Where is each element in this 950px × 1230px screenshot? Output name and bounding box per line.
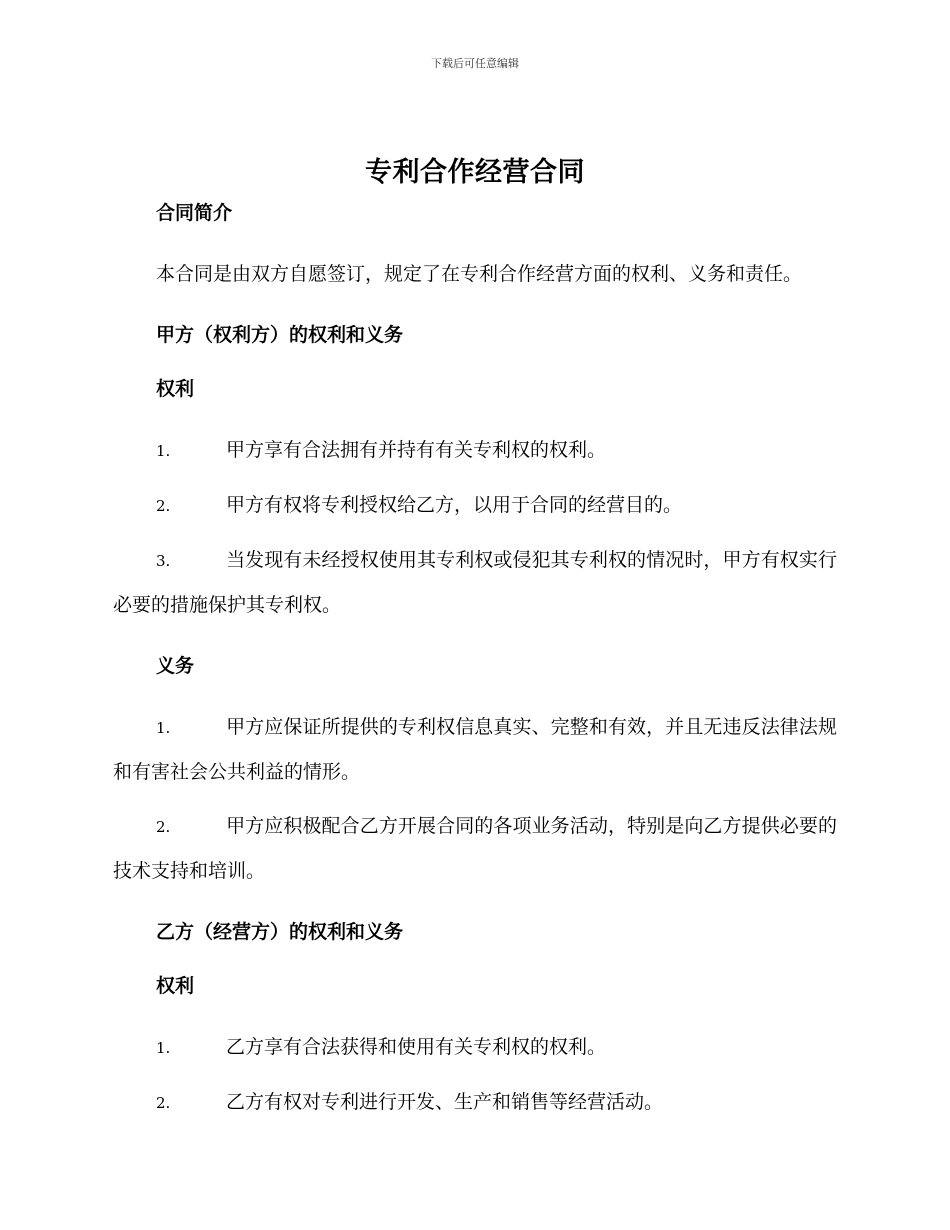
party-b-rights-heading: 权利 xyxy=(156,975,195,997)
list-text: 甲方应积极配合乙方开展合同的各项业务活动，特别是向乙方提供必要的技术支持和培训。 xyxy=(113,815,837,882)
list-text: 乙方有权对专利进行开发、生产和销售等经营活动。 xyxy=(226,1091,664,1113)
document-title: 专利合作经营合同 xyxy=(365,157,585,188)
list-text: 甲方有权将专利授权给乙方，以用于合同的经营目的。 xyxy=(226,494,683,516)
list-number: 2. xyxy=(156,497,171,515)
party-a-rights-heading: 权利 xyxy=(156,378,195,400)
page-header: 下载后可任意编辑 xyxy=(431,57,519,70)
party-a-right-2 xyxy=(113,483,837,528)
list-number: 1. xyxy=(156,1039,171,1057)
intro-heading: 合同简介 xyxy=(156,202,233,224)
document-body xyxy=(113,198,837,1125)
list-text: 乙方享有合法获得和使用有关专利权的权利。 xyxy=(226,1036,607,1058)
list-number: 1. xyxy=(156,719,171,737)
list-number: 2. xyxy=(156,818,171,836)
party-a-right-3 xyxy=(113,538,837,627)
list-text: 当发现有未经授权使用其专利权或侵犯其专利权的情况时，甲方有权实行必要的措施保护其专利权。 xyxy=(113,549,837,616)
party-a-right-1 xyxy=(113,428,837,473)
list-number: 3. xyxy=(156,552,171,570)
list-number: 1. xyxy=(156,442,171,460)
list-text: 甲方应保证所提供的专利权信息真实、完整和有效，并且无违反法律法规和有害社会公共利益的情形。 xyxy=(113,716,837,783)
list-text: 甲方享有合法拥有并持有有关专利权的权利。 xyxy=(226,439,607,461)
party-a-duty-1 xyxy=(113,705,837,794)
party-a-heading: 甲方（权利方）的权利和义务 xyxy=(156,324,404,346)
party-b-right-1 xyxy=(113,1025,837,1070)
party-a-duties-heading: 义务 xyxy=(156,655,195,677)
party-b-right-2 xyxy=(113,1080,837,1125)
party-a-duty-2 xyxy=(113,804,837,893)
list-number: 2. xyxy=(156,1094,171,1112)
intro-paragraph: 本合同是由双方自愿签订，规定了在专利合作经营方面的权利、义务和责任。 xyxy=(156,263,803,285)
party-b-heading: 乙方（经营方）的权利和义务 xyxy=(156,921,404,943)
